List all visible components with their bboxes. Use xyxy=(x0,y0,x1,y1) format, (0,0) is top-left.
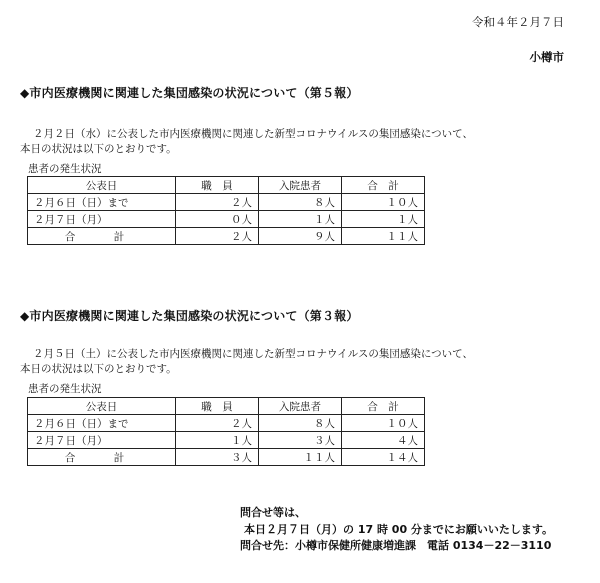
table-header-row xyxy=(28,398,425,415)
row-inpatients: ８人 xyxy=(259,194,342,211)
section-2-paragraph xyxy=(20,347,473,377)
row-total: ４人 xyxy=(342,432,425,449)
section-2-paragraph-line-1: ２月５日（土）に公表した市内医療機関に関連した新型コロナウイルスの集団感染について、 xyxy=(33,348,473,360)
header-date: 公表日 xyxy=(28,177,176,194)
row-inpatients: １１人 xyxy=(259,449,342,466)
section-1-paragraph xyxy=(20,127,473,157)
header-staff: 職 員 xyxy=(176,398,259,415)
section-2-paragraph-line-2: 本日の状況は以下のとおりです。 xyxy=(20,363,177,375)
section-1-paragraph-line-1: ２月２日（水）に公表した市内医療機関に関連した新型コロナウイルスの集団感染について、 xyxy=(33,128,473,140)
header-date: 公表日 xyxy=(28,398,176,415)
table-row xyxy=(28,194,425,211)
contact-intro: 問合せ等は、 xyxy=(240,506,306,519)
row-staff: ２人 xyxy=(176,228,259,245)
table-total-row xyxy=(28,228,425,245)
row-date: ２月７日（月） xyxy=(28,211,176,228)
header-inpatients: 入院患者 xyxy=(259,177,342,194)
row-total-label: 合 計 xyxy=(28,228,176,245)
table-header-row xyxy=(28,177,425,194)
row-date: ２月７日（月） xyxy=(28,432,176,449)
section-1-caption: 患者の発生状況 xyxy=(28,163,102,175)
row-total: １４人 xyxy=(342,449,425,466)
section-2-table xyxy=(27,397,425,466)
row-inpatients: ８人 xyxy=(259,415,342,432)
row-inpatients: ３人 xyxy=(259,432,342,449)
header-staff: 職 員 xyxy=(176,177,259,194)
table-row xyxy=(28,211,425,228)
row-inpatients: １人 xyxy=(259,211,342,228)
section-2-caption: 患者の発生状況 xyxy=(28,383,102,395)
section-1-title: ◆市内医療機関に関連した集団感染の状況について（第５報） xyxy=(20,86,359,100)
row-staff: ２人 xyxy=(176,415,259,432)
row-date: ２月６日（日）まで xyxy=(28,415,176,432)
row-total: １０人 xyxy=(342,415,425,432)
row-staff: ２人 xyxy=(176,194,259,211)
row-total: １１人 xyxy=(342,228,425,245)
row-inpatients: ９人 xyxy=(259,228,342,245)
row-date: ２月６日（日）まで xyxy=(28,194,176,211)
row-total: １人 xyxy=(342,211,425,228)
row-staff: １人 xyxy=(176,432,259,449)
row-staff: ３人 xyxy=(176,449,259,466)
contact-details: 問合せ先：小樽市保健所健康増進課 電話 0134－22－3110 xyxy=(240,539,552,552)
header-total: 合 計 xyxy=(342,398,425,415)
row-total-label: 合 計 xyxy=(28,449,176,466)
issuer-city: 小樽市 xyxy=(529,50,564,64)
section-1-table xyxy=(27,176,425,245)
table-row xyxy=(28,415,425,432)
section-1-paragraph-line-2: 本日の状況は以下のとおりです。 xyxy=(20,143,177,155)
document-date: 令和４年２月７日 xyxy=(472,15,564,29)
row-staff: ０人 xyxy=(176,211,259,228)
table-row xyxy=(28,432,425,449)
section-2-title: ◆市内医療機関に関連した集団感染の状況について（第３報） xyxy=(20,309,359,323)
header-total: 合 計 xyxy=(342,177,425,194)
contact-deadline: 本日２月７日（月）の 17 時 00 分までにお願いいたします。 xyxy=(244,522,554,536)
contact-footer xyxy=(240,505,553,555)
header-inpatients: 入院患者 xyxy=(259,398,342,415)
table-total-row xyxy=(28,449,425,466)
row-total: １０人 xyxy=(342,194,425,211)
